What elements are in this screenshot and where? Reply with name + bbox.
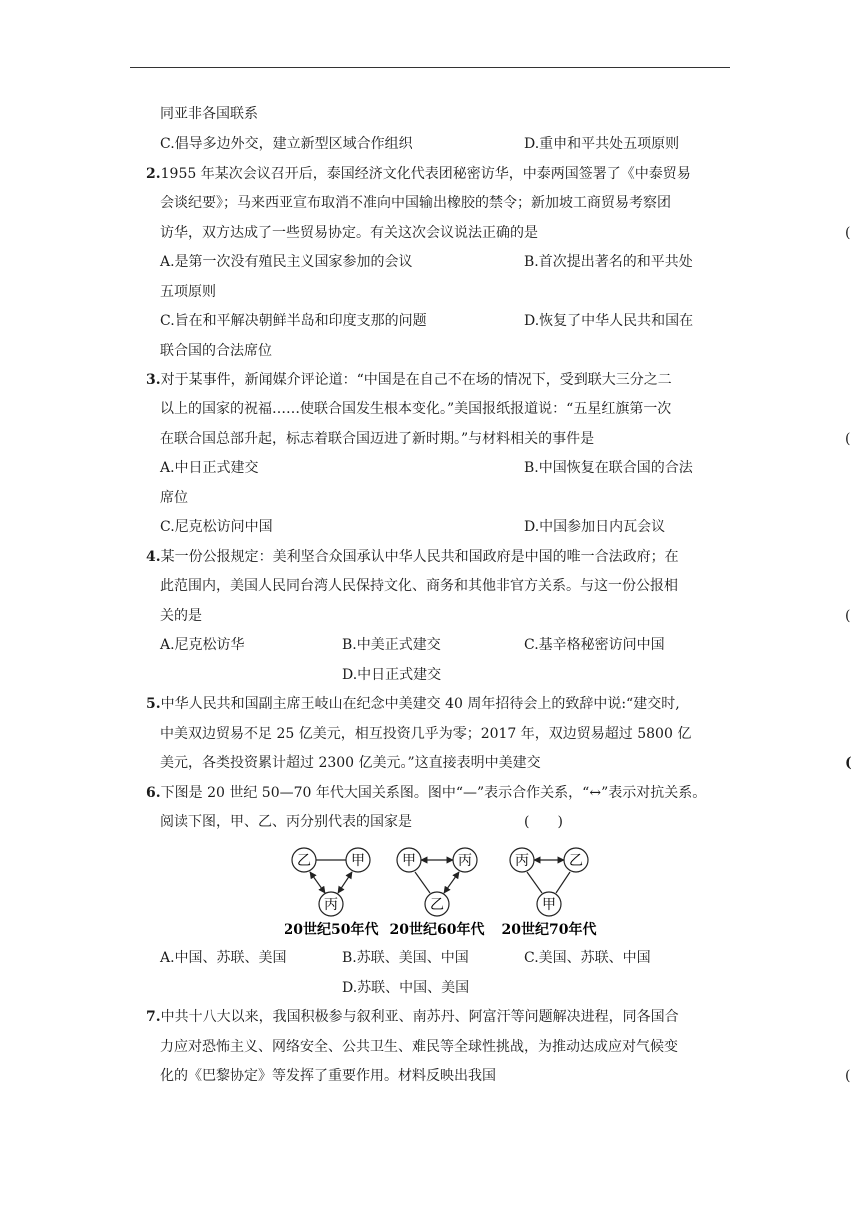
node-label: 乙 (569, 853, 583, 869)
q2-answer-paren: ( (845, 225, 851, 241)
q2-option-a[interactable]: A.是第一次没有殖民主义国家参加的会议 (160, 254, 413, 270)
cooperation-line (415, 872, 430, 893)
q3-option-c[interactable]: C.尼克松访问中国 (160, 519, 273, 535)
q5-line-1: 5.中华人民共和国副主席王岐山在纪念中美建交 40 周年招待会上的致辞中说:“建交时, (146, 696, 680, 712)
q2-line-3: 访华，双方达成了一些贸易协定。有关这次会议说法正确的是 (160, 225, 538, 241)
q5-line-3: 美元，各类投资累计超过 2300 亿美元。”这直接表明中美建交 (160, 755, 541, 771)
q4-option-a[interactable]: A.尼克松访华 (160, 637, 245, 653)
q2-line-2: 会谈纪要》；马来西亚宣布取消不准向中国输出橡胶的禁令；新加坡工商贸易考察团 (160, 195, 671, 211)
q6-option-a[interactable]: A.中国、苏联、美国 (160, 950, 287, 966)
node-label: 丙 (515, 853, 529, 869)
q1-continuation: 同亚非各国联系 (160, 106, 258, 122)
q2-option-d-cont: 联合国的合法席位 (160, 343, 272, 359)
q2-number: 2. (146, 166, 161, 182)
q7-line-3: 化的《巴黎协定》等发挥了重要作用。材料反映出我国 (160, 1068, 496, 1084)
diagram-panel-1950s (285, 848, 379, 938)
q6-number: 6. (146, 785, 161, 801)
diagram-panel-1970s (502, 848, 598, 938)
node-label: 丙 (324, 897, 338, 913)
q3-option-a[interactable]: A.中日正式建交 (160, 460, 259, 476)
node-label: 甲 (351, 853, 365, 869)
q5-number: 5. (146, 696, 161, 712)
q4-line-1: 4.某一份公报规定：美利坚合众国承认中华人民共和国政府是中国的唯一合法政府；在 (146, 549, 679, 565)
q6-option-c[interactable]: C.美国、苏联、中国 (524, 950, 651, 966)
q7-answer-paren: ( (845, 1068, 851, 1084)
q6-answer-paren: ( ) (524, 814, 563, 830)
q4-option-d[interactable]: D.中日正式建交 (342, 667, 442, 683)
opposition-arrow (444, 872, 459, 893)
q7-number: 7. (146, 1009, 161, 1025)
header-rule (130, 67, 730, 68)
q2-option-d[interactable]: D.恢复了中华人民共和国在 (524, 313, 694, 329)
q4-line-3: 关的是 (160, 608, 202, 624)
panel-caption: 20世纪70年代 (501, 922, 597, 938)
node-label: 乙 (297, 853, 311, 869)
q3-answer-paren: ( (845, 431, 851, 447)
q4-line-2: 此范围内，美国人民同台湾人民保持文化、商务和其他非官方关系。与这一份公报相 (160, 578, 678, 594)
q3-line-2: 以上的国家的祝福……使联合国发生根本变化。”美国报纸报道说：“五星红旗第一次 (160, 401, 672, 417)
q4-answer-paren: ( (845, 608, 851, 624)
q1-option-d[interactable]: D.重申和平共处五项原则 (524, 136, 680, 152)
q5-line-2: 中美双边贸易不足 25 亿美元，相互投资几乎为零；2017 年，双边贸易超过 5800 亿 (160, 726, 692, 742)
q3-line-1: 3.对于某事件，新闻媒介评论道：“中国是在自己不在场的情况下，受到联大三分之二 (146, 372, 672, 388)
panel-caption: 20世纪50年代 (285, 922, 379, 938)
q2-option-c[interactable]: C.旨在和平解决朝鲜半岛和印度支那的问题 (160, 313, 427, 329)
q3-line-3: 在联合国总部升起，标志着联合国迈进了新时期。”与材料相关的事件是 (160, 431, 595, 447)
q6-line-1: 6.下图是 20 世纪 50—70 年代大国关系图。图中“—”表示合作关系，“↔”表示对抗关系。 (146, 785, 707, 801)
opposition-arrow (310, 872, 325, 893)
q4-option-c[interactable]: C.基辛格秘密访问中国 (524, 637, 665, 653)
relations-diagram-svg (285, 842, 605, 940)
q3-option-d[interactable]: D.中国参加日内瓦会议 (524, 519, 666, 535)
node-label: 乙 (430, 897, 444, 913)
q5-answer-paren: ( (845, 755, 852, 771)
cooperation-line (527, 872, 542, 893)
q4-number: 4. (146, 549, 161, 565)
diagram-panel-1960s (390, 848, 486, 938)
q3-number: 3. (146, 372, 161, 388)
q6-option-d[interactable]: D.苏联、中国、美国 (342, 980, 470, 996)
node-label: 丙 (458, 853, 472, 869)
node-label: 甲 (542, 897, 556, 913)
q3-option-b[interactable]: B.中国恢复在联合国的合法 (524, 460, 693, 476)
q6-line-2: 阅读下图，甲、乙、丙分别代表的国家是 (160, 814, 412, 830)
panel-caption: 20世纪60年代 (389, 922, 485, 938)
q7-line-1: 7.中共十八大以来，我国积极参与叙利亚、南苏丹、阿富汗等问题解决进程，同各国合 (146, 1009, 679, 1025)
q2-option-b-cont: 五项原则 (160, 284, 216, 300)
q2-option-b[interactable]: B.首次提出著名的和平共处 (524, 254, 693, 270)
q7-line-2: 力应对恐怖主义、网络安全、公共卫生、难民等全球性挑战，为推动达成应对气候变 (160, 1039, 678, 1055)
q4-option-b[interactable]: B.中美正式建交 (342, 637, 441, 653)
q2-line-1: 2.1955 年某次会议召开后，泰国经济文化代表团秘密访华，中泰两国签署了《中泰贸易 (146, 166, 691, 182)
relations-diagram (285, 842, 605, 940)
q1-option-c[interactable]: C.倡导多边外交，建立新型区域合作组织 (160, 136, 413, 152)
q6-option-b[interactable]: B.苏联、美国、中国 (342, 950, 469, 966)
q3-option-b-cont: 席位 (160, 490, 188, 506)
node-label: 甲 (402, 853, 416, 869)
opposition-arrow (338, 872, 352, 893)
cooperation-line (556, 872, 570, 893)
